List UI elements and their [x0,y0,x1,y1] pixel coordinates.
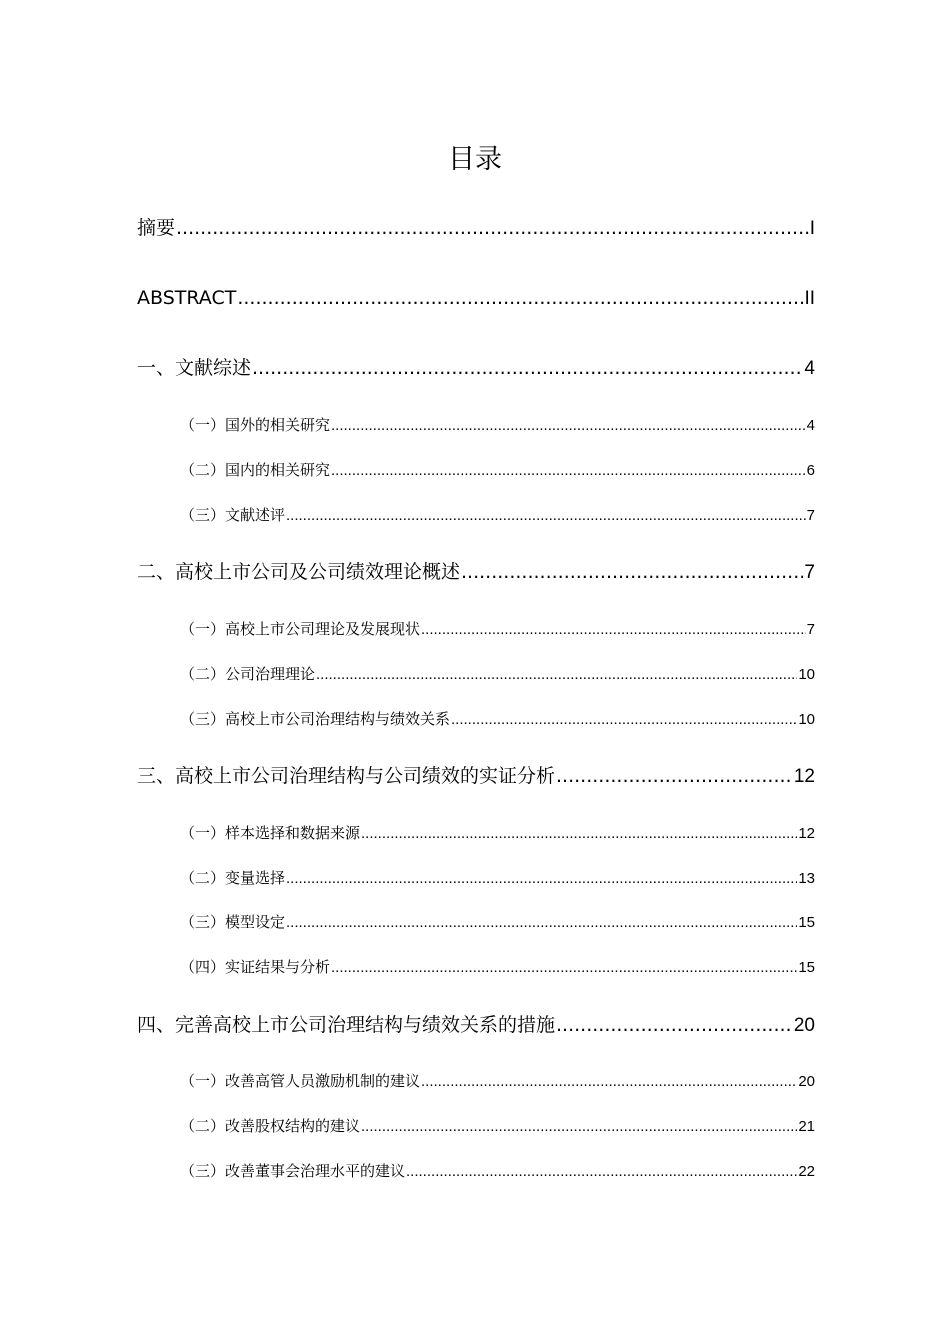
toc-entry-section-1-1[interactable] [180,413,815,438]
toc-page-number: 10 [798,666,815,683]
toc-entry-abstract-cn[interactable] [137,214,815,243]
toc-entry-label: （二）变量选择 [180,869,286,887]
toc-page-number: 7 [804,562,815,583]
dot-leader [331,414,806,438]
toc-entry-label: 四、完善高校上市公司治理结构与绩效关系的措施 [137,1014,556,1036]
dot-leader [286,504,806,528]
toc-entry-label: （三）高校上市公司治理结构与绩效关系 [180,710,451,728]
toc-page-number: 4 [804,358,815,379]
dot-leader [461,558,803,586]
toc-page-number: 15 [798,914,815,931]
toc-entry-chapter-2[interactable] [137,558,815,587]
toc-entry-chapter-1[interactable] [137,354,815,383]
toc-entry-label: （一）样本选择和数据来源 [180,824,361,842]
toc-page-number: 12 [793,766,815,787]
toc-entry-label: 三、高校上市公司治理结构与公司绩效的实证分析 [137,765,556,787]
toc-page-number: II [804,288,815,309]
dot-leader [421,1070,797,1094]
toc-entry-label: ABSTRACT [137,287,237,309]
toc-entry-label: （四）实证结果与分析 [180,958,331,976]
toc-page-number: 6 [806,462,815,479]
toc-page-number: 20 [793,1015,815,1036]
toc-entry-section-2-2[interactable] [180,662,815,687]
toc-entry-label: （二）国内的相关研究 [180,461,331,479]
toc-page-number: 10 [798,711,815,728]
dot-leader [556,762,793,790]
toc-entry-section-3-2[interactable] [180,866,815,891]
toc-entry-label: （一）高校上市公司理论及发展现状 [180,620,421,638]
dot-leader [286,867,797,891]
toc-page-number: 7 [806,621,815,638]
toc-page-number: 20 [798,1073,815,1090]
toc-page-number: 15 [798,959,815,976]
toc-entry-label: （三）改善董事会治理水平的建议 [180,1162,406,1180]
toc-page-number: 4 [806,417,815,434]
toc-page-number: 13 [798,870,815,887]
dot-leader [556,1011,793,1039]
dot-leader [237,284,803,312]
dot-leader [286,911,797,935]
toc-page-number: 22 [798,1163,815,1180]
toc-entry-section-3-1[interactable] [180,821,815,846]
toc-entry-label: 摘要 [137,217,176,239]
toc-entry-section-2-3[interactable] [180,707,815,732]
toc-page-number: 21 [798,1118,815,1135]
toc-entry-label: （二）公司治理理论 [180,665,316,683]
toc-entry-label: （一）国外的相关研究 [180,416,331,434]
toc-page-number: I [809,218,815,239]
toc-entry-section-3-3[interactable] [180,910,815,935]
toc-title: 目录 [448,144,502,175]
toc-entry-section-4-3[interactable] [180,1159,815,1184]
toc-page-number: 12 [798,825,815,842]
dot-leader [252,354,803,382]
toc-entry-section-4-2[interactable] [180,1114,815,1139]
dot-leader [361,1115,797,1139]
toc-entry-section-3-4[interactable] [180,955,815,980]
dot-leader [331,956,797,980]
dot-leader [176,214,809,242]
toc-entry-section-4-1[interactable] [180,1069,815,1094]
toc-entry-label: （三）模型设定 [180,913,286,931]
dot-leader [406,1160,797,1184]
toc-entry-label: （三）文献述评 [180,506,286,524]
toc-entry-section-1-2[interactable] [180,458,815,483]
toc-entry-label: 二、高校上市公司及公司绩效理论概述 [137,561,461,583]
dot-leader [421,618,806,642]
toc-entry-section-2-1[interactable] [180,617,815,642]
toc-entry-label: 一、文献综述 [137,357,252,379]
toc-entry-abstract-en[interactable] [137,284,815,313]
toc-entry-label: （二）改善股权结构的建议 [180,1117,361,1135]
dot-leader [451,708,797,732]
toc-entry-label: （一）改善高管人员激励机制的建议 [180,1072,421,1090]
toc-entry-chapter-4[interactable] [137,1011,815,1040]
dot-leader [316,663,797,687]
toc-entry-section-1-3[interactable] [180,503,815,528]
dot-leader [361,822,797,846]
toc-page-number: 7 [806,507,815,524]
toc-entry-chapter-3[interactable] [137,762,815,791]
dot-leader [331,459,806,483]
